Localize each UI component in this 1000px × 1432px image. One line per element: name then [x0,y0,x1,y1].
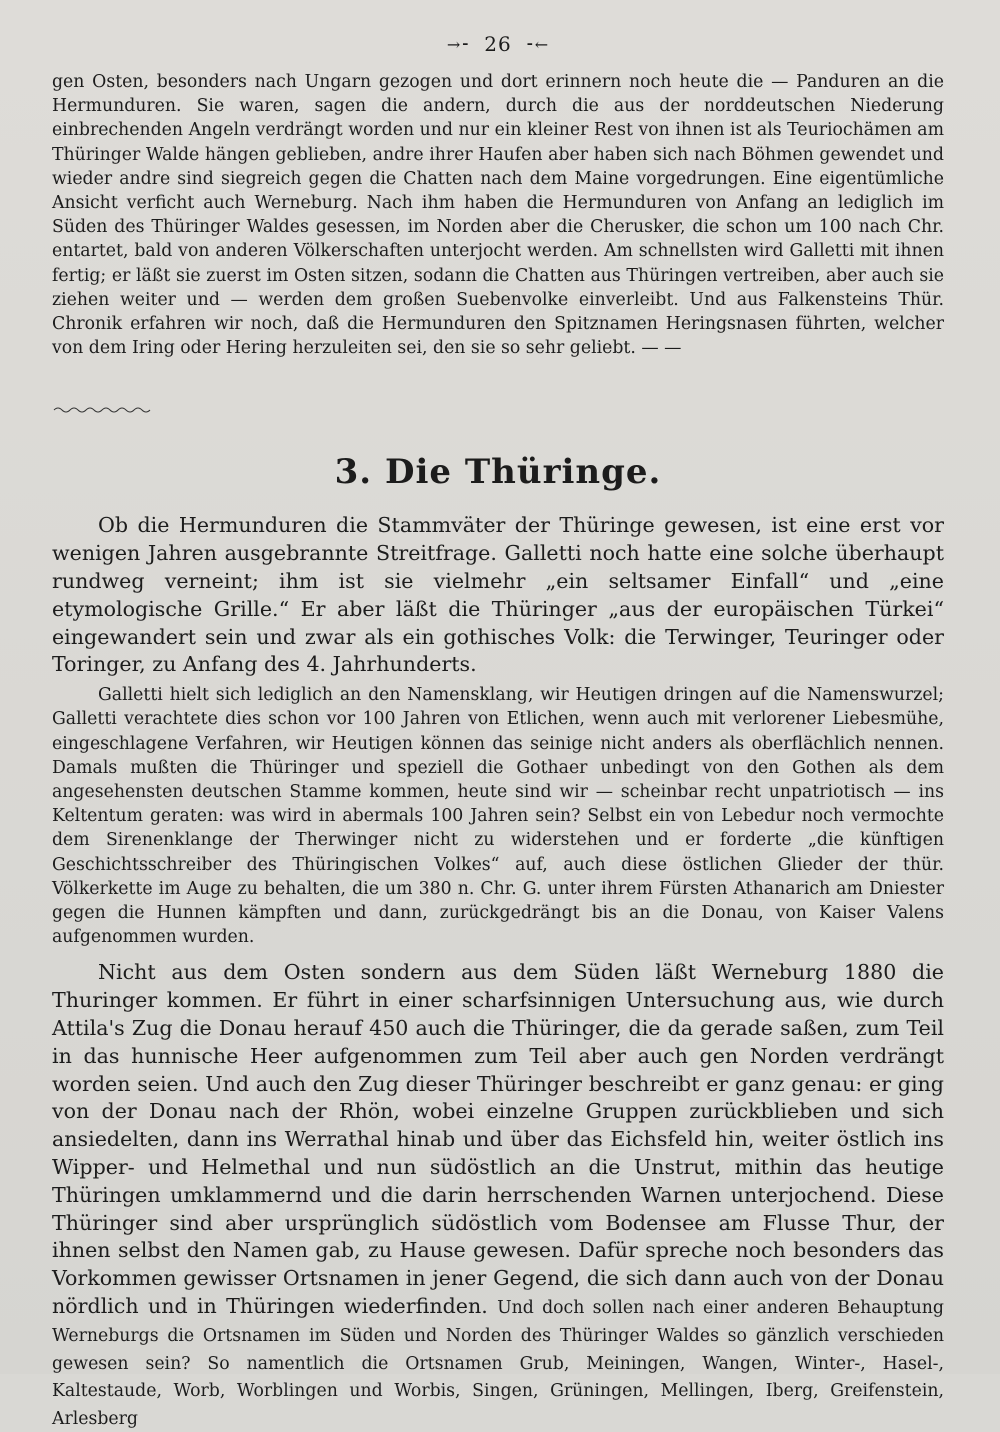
paragraph-werneburg [52,959,944,1432]
paragraph-origin-question: Ob die Hermunduren die Stammväter der Thüringe gewesen, ist eine erst vor wenigen Jahren ausgebrannte Streitfrage. Galletti noch hatte eine solche überhaupt rundweg verneint; ihm ist sie vielmehr „ein seltsamer Einfall“ und „eine etymologische Grille.“ Er aber läßt die Thüringer „aus der europäischen Türkei“ eingewandert sein und zwar als ein gothisches Volk: die Terwinger, Teuringer oder Toringer, zu Anfang des 4. Jahrhunderts. [52,513,944,677]
section-title: 3. Die Thüringe. [334,452,662,493]
paragraph-hermunduren-end: gen Osten, besonders nach Ungarn gezogen und dort erinnern noch heute die — Panduren an die Hermunduren. Sie waren, sagen die andern, durch die aus der norddeutschen Niederung einbrechenden Angeln verdrängt worden und nur ein kleiner Rest von ihnen ist als Teuriochämen am Thüringer Walde hängen geblieben, andre ihrer Haufen aber haben sich nach Böhmen gewendet und wieder andre sind siegreich gegen die Chatten nach dem Maine vorgedrungen. Eine eigentümliche Ansicht verficht auch Werneburg. Nach ihm haben die Hermunduren von Anfang an lediglich im Süden des Thüringer Waldes gesessen, im Norden aber die Cherusker, die schon um 100 nach Chr. entartet, bald von anderen Völkerschaften unterjocht werden. Am schnellsten wird Galletti mit ihnen fertig; er läßt sie zuerst im Osten sitzen, sodann die Chatten aus Thüringen vertreiben, aber auch sie ziehen weiter und — werden dem großen Suebenvolke einverleibt. Und aus Falkensteins Thür. Chronik erfahren wir noch, daß die Hermunduren den Spitznamen Heringsnasen führten, welcher von dem Iring oder Hering herzuleiten sei, den sie so sehr geliebt. — — [52,72,944,359]
section-divider [52,406,152,414]
header-ornament-left: →⁃ [446,34,471,54]
page-header [52,26,944,62]
paragraph-werneburg-tail: Und doch sollen nach einer anderen Behauptung Werneburgs die Ortsnamen im Süden und Norden des Thüringer Waldes so gänzlich verschieden gewesen sein? So namentlich die Ortsnamen Grub, Meiningen, Wangen, Winter-, Hasel-, Kaltestaude, Worb, Worblingen und Worbis, Singen, Grüningen, Mellingen, Iberg, Greifenstein, Arlesberg [52,1298,944,1430]
page-number: 26 [484,32,512,56]
header-ornament-right: ⁃← [525,34,550,54]
paragraph-werneburg-main: Nicht aus dem Osten sondern aus dem Süden läßt Werneburg 1880 die Thuringer kommen. Er führt in einer scharfsinnigen Untersuchung aus, wie durch Attila's Zug die Donau herauf 450 auch die Thüringer, die da gerade saßen, zum Teil in das hunnische Heer aufgenommen zum Teil aber auch gen Norden verdrängt worden seien. Und auch den Zug dieser Thüringer beschreibt er ganz genau: er ging von der Donau nach der Rhön, wobei einzelne Gruppen zurückblieben und sich ansiedelten, dann ins Werrathal hinab und über das Eichsfeld hin, weiter östlich ins Wipper- und Helmethal und nun südöstlich an die Unstrut, mithin das heutige Thüringen umklammernd und die darin herrschenden Warnen unterjochend. Diese Thüringer sind aber ursprünglich südöstlich vom Bodensee am Flusse Thur, der ihnen selbst den Namen gab, zu Hause gewesen. Dafür spreche noch besonders das Vorkommen gewisser Ortsnamen in jener Gegend, die sich dann auch von der Donau nördlich und in Thüringen wiederfinden. [52,960,944,1319]
paragraph-galletti-note: Galletti hielt sich lediglich an den Namensklang, wir Heutigen dringen auf die Namenswurzel; Galletti verachtete dies schon vor 100 Jahren von Etlichen, wenn auch mit verlorener Liebesmühe, eingeschlagene Verfahren, wir Heutigen können das seinige nicht anders als oberflächlich nennen. Damals mußten die Thüringer und speziell die Gothaer unbedingt von den Gothen als dem angesehensten deutschen Stamme kommen, heute sind wir — scheinbar recht unpatriotisch — ins Keltentum geraten: was wird in abermals 100 Jahren sein? Selbst ein von Lebedur noch vermochte dem Sirenenklange der Therwinger nicht zu widerstehen und er forderte „die künftigen Geschichtsschreiber des Thüringischen Volkes“ auf, auch diese östlichen Glieder der thür. Völkerkette im Auge zu behalten, die um 380 n. Chr. G. unter ihrem Fürsten Athanarich am Dniester gegen die Hunnen kämpften und dann, zurückgedrängt bis an die Donau, von Kaiser Valens aufgenommen wurden. [52,685,944,948]
